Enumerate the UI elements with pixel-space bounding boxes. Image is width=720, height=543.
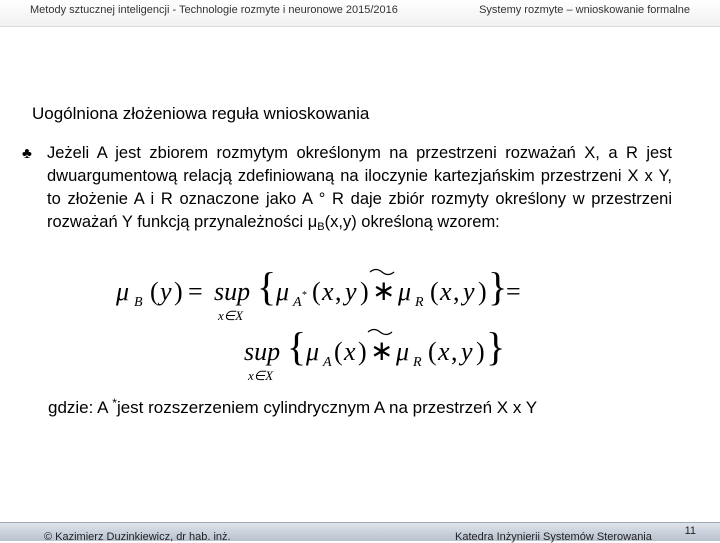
svg-text:sup: sup [214, 277, 251, 306]
formula-line-2 [244, 324, 505, 383]
svg-text:∗: ∗ [372, 276, 396, 307]
svg-text:μ: μ [306, 337, 320, 366]
svg-text:(: ( [428, 337, 437, 366]
header-course-title: Metody sztucznej inteligencji - Technologie rozmyte i neuronowe 2015/2016 [30, 4, 398, 16]
formula-line-1 [115, 264, 521, 323]
svg-text:): ) [358, 337, 367, 366]
svg-text:x: x [440, 277, 452, 306]
definition-paragraph [22, 142, 672, 239]
composition-formula [112, 262, 552, 392]
svg-text:{: { [287, 324, 307, 369]
svg-text:): ) [476, 337, 485, 366]
svg-text:y: y [345, 277, 357, 306]
svg-text:=: = [506, 277, 521, 306]
formula-graphic [112, 262, 552, 392]
club-bullet-icon: ♣ [22, 145, 32, 162]
svg-text:R: R [413, 355, 422, 370]
svg-text:): ) [478, 277, 487, 306]
svg-text:R: R [415, 295, 424, 310]
svg-text:x: x [438, 337, 450, 366]
svg-text:x∈X: x∈X [218, 308, 244, 323]
svg-text:μ: μ [396, 337, 410, 366]
svg-text:x: x [322, 277, 334, 306]
svg-text:,: , [335, 277, 342, 306]
svg-text:(: ( [312, 277, 321, 306]
page-number: 11 [684, 525, 696, 537]
definition-text-before: Jeżeli A jest zbiorem rozmytym określonym na przestrzeni rozważań X, a R jest dwuargumentową relacją zdefiniowaną na iloczynie kartezjańskim przestrzeni X x Y, to złożenie A i R oznaczone jako A ° R daje zbiór rozmyty określony w przestrzeni rozważań Y funkcją przynależności [47, 144, 672, 231]
svg-text:=: = [188, 277, 203, 306]
svg-text:): ) [174, 277, 183, 306]
header-section-title: Systemy rozmyte – wnioskowanie formalne [479, 4, 690, 16]
svg-text:x: x [344, 337, 356, 366]
svg-text:μ: μ [398, 277, 412, 306]
svg-text:*: * [302, 290, 307, 301]
svg-text:sup: sup [244, 337, 281, 366]
definition-text-after: (x,y) określoną wzorem: [324, 213, 500, 231]
svg-text:μ: μ [276, 277, 290, 306]
svg-text:y: y [160, 277, 172, 306]
slide-header [0, 0, 720, 27]
definition-text [47, 142, 672, 239]
svg-text:A: A [293, 295, 302, 310]
where-star: * [112, 396, 117, 410]
where-suffix: jest rozszerzeniem cylindrycznym A na przestrzeń X x Y [116, 398, 538, 417]
svg-text:(: ( [430, 277, 439, 306]
mu-symbol: μ [307, 213, 318, 231]
svg-text:}: } [488, 264, 508, 309]
svg-text:y: y [461, 337, 473, 366]
svg-text:μ: μ [116, 277, 130, 306]
svg-text:{: { [257, 264, 277, 309]
slide-footer [0, 522, 720, 541]
footer-author: © Kazimierz Duzinkiewicz, dr hab. inż. [44, 531, 231, 543]
svg-text:,: , [451, 337, 458, 366]
where-prefix: gdzie: A [48, 398, 113, 417]
svg-text:A: A [323, 355, 332, 370]
svg-text:,: , [453, 277, 460, 306]
slide-heading: Uogólniona złożeniowa reguła wnioskowania [32, 104, 370, 123]
footer-department: Katedra Inżynierii Systemów Sterowania [455, 531, 652, 543]
mu-subscript: B [317, 221, 325, 233]
svg-text:y: y [463, 277, 475, 306]
svg-text:B: B [134, 295, 143, 310]
svg-text:∗: ∗ [370, 336, 394, 367]
svg-text:): ) [360, 277, 369, 306]
svg-text:}: } [486, 324, 506, 369]
where-note [48, 396, 537, 418]
svg-text:(: ( [150, 277, 159, 306]
svg-text:(: ( [334, 337, 343, 366]
svg-text:x∈X: x∈X [248, 368, 274, 383]
